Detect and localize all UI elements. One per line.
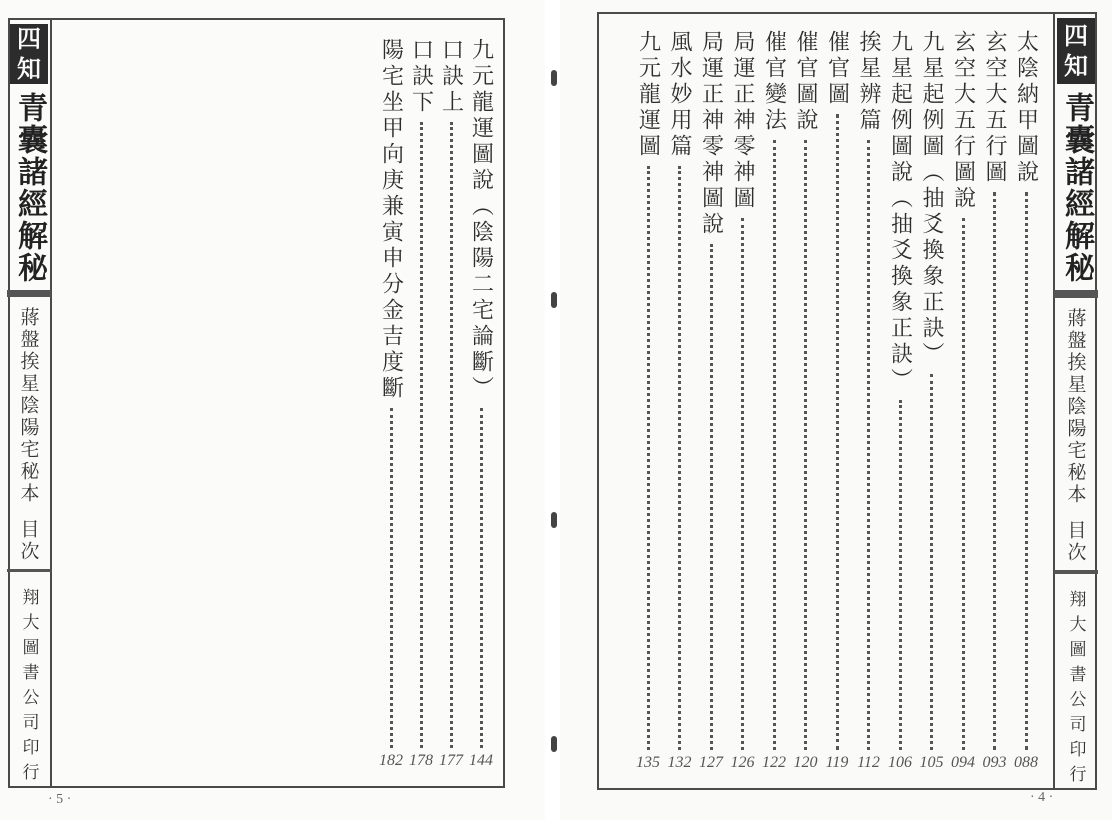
toc-entry bbox=[982, 30, 1008, 772]
logo-char-bottom: 知 bbox=[1064, 51, 1088, 81]
spine-band bbox=[7, 569, 51, 572]
dot-leader bbox=[480, 408, 483, 748]
page-number-5: · 5 · bbox=[48, 792, 72, 807]
toc-entry-page: 182 bbox=[379, 752, 403, 769]
toc-entry-title: 催官變法 bbox=[761, 30, 787, 134]
toc-entry-title: 九星起例圖（抽爻換象正訣） bbox=[919, 30, 944, 368]
spine-band bbox=[1054, 290, 1098, 298]
dot-leader bbox=[993, 192, 996, 750]
toc-entry-title: 陽宅坐甲向庚兼寅申分金吉度斷 bbox=[378, 38, 404, 402]
book-title: 青囊諸經解秘 bbox=[1059, 92, 1094, 285]
dot-leader bbox=[420, 122, 423, 748]
spine-band bbox=[7, 290, 51, 297]
logo-char-top: 四 bbox=[17, 24, 41, 53]
toc-entry bbox=[824, 30, 850, 772]
section-label: 目次 bbox=[17, 518, 40, 563]
toc-entry bbox=[698, 30, 724, 772]
toc-entry-page: 135 bbox=[636, 754, 660, 771]
toc-entry-title: 挨星辨篇 bbox=[856, 30, 881, 134]
toc-entry-page: 144 bbox=[469, 752, 493, 769]
toc-entry-title: 玄空大五行圖說 bbox=[950, 30, 976, 212]
toc-entry-title: 局運正神零神圖說 bbox=[698, 30, 724, 238]
publisher-name: 翔大圖書公司印行 bbox=[1065, 590, 1086, 790]
binding-hole bbox=[551, 292, 557, 308]
toc-entry bbox=[408, 38, 434, 770]
toc-entry bbox=[1013, 30, 1039, 772]
toc-entry-page: 088 bbox=[1014, 754, 1038, 771]
book-title: 青囊諸經解秘 bbox=[12, 92, 47, 284]
toc-entry-page: 178 bbox=[409, 752, 433, 769]
publisher-logo bbox=[1057, 18, 1095, 84]
toc-entry bbox=[438, 38, 464, 770]
dot-leader bbox=[836, 114, 839, 750]
toc-entry-page: 112 bbox=[857, 754, 880, 771]
book-subtitle: 蔣盤挨星陰陽宅秘本 bbox=[17, 306, 40, 505]
binding-hole bbox=[551, 512, 557, 528]
toc-entry bbox=[950, 30, 976, 772]
right-spine-strip bbox=[1053, 12, 1097, 790]
toc-entry-title: 局運正神零神圖 bbox=[730, 30, 755, 212]
toc-entry-page: 093 bbox=[982, 754, 1007, 771]
toc-entry-page: 177 bbox=[439, 752, 463, 769]
toc-entry bbox=[856, 30, 882, 772]
toc-entry bbox=[761, 30, 787, 772]
dot-leader bbox=[450, 122, 453, 748]
toc-entry-page: 106 bbox=[888, 754, 912, 771]
toc-entry bbox=[378, 38, 404, 770]
toc-entry bbox=[730, 30, 756, 772]
toc-entry bbox=[919, 30, 945, 772]
toc-entry-page: 105 bbox=[919, 754, 944, 771]
dot-leader bbox=[899, 400, 902, 750]
toc-entry bbox=[667, 30, 693, 772]
toc-entry bbox=[887, 30, 913, 772]
left-page bbox=[0, 0, 545, 820]
toc-entry-title: 口訣上 bbox=[438, 38, 464, 116]
dot-leader bbox=[1025, 192, 1028, 750]
toc-entry-title: 九元龍運圖說（陰陽二宅論斷） bbox=[468, 38, 494, 402]
section-label: 目次 bbox=[1064, 520, 1087, 565]
toc-entry-title: 九星起例圖說（抽爻換象正訣） bbox=[887, 30, 913, 394]
dot-leader bbox=[390, 408, 393, 748]
dot-leader bbox=[773, 140, 776, 750]
toc-entry-title: 風水妙用篇 bbox=[667, 30, 692, 160]
toc-entry-page: 120 bbox=[793, 754, 818, 771]
page-number-4: · 4 · bbox=[1030, 790, 1054, 805]
toc-entry-title: 太陰納甲圖說 bbox=[1013, 30, 1039, 186]
dot-leader bbox=[962, 218, 965, 750]
dot-leader bbox=[741, 218, 744, 750]
binding-hole bbox=[551, 70, 557, 86]
toc-entry-title: 玄空大五行圖 bbox=[982, 30, 1007, 186]
left-spine-strip bbox=[8, 18, 52, 788]
toc-entry-page: 132 bbox=[667, 754, 692, 771]
publisher-name: 翔大圖書公司印行 bbox=[18, 588, 39, 788]
dot-leader bbox=[647, 166, 650, 750]
toc-entry bbox=[468, 38, 494, 770]
spine-band bbox=[1054, 570, 1098, 574]
dot-leader bbox=[678, 166, 681, 750]
toc-entry-title: 九元龍運圖 bbox=[635, 30, 661, 160]
dot-leader bbox=[930, 374, 933, 750]
toc-entry-title: 催官圖 bbox=[824, 30, 850, 108]
dot-leader bbox=[867, 140, 870, 750]
toc-entry-page: 126 bbox=[730, 754, 755, 771]
toc-entry-page: 119 bbox=[825, 754, 849, 771]
dot-leader bbox=[804, 140, 807, 750]
logo-char-bottom: 知 bbox=[17, 54, 41, 83]
book-subtitle: 蔣盤挨星陰陽宅秘本 bbox=[1064, 308, 1087, 507]
toc-entry-title: 催官圖說 bbox=[793, 30, 818, 134]
toc-entry-page: 127 bbox=[699, 754, 723, 771]
publisher-logo bbox=[10, 24, 48, 84]
dot-leader bbox=[710, 244, 713, 750]
toc-entry bbox=[793, 30, 819, 772]
toc-entry bbox=[635, 30, 661, 772]
toc-entry-page: 122 bbox=[762, 754, 786, 771]
toc-entry-title: 口訣下 bbox=[408, 38, 434, 116]
toc-entry-page: 094 bbox=[951, 754, 975, 771]
right-page bbox=[560, 0, 1112, 820]
binding-hole bbox=[551, 736, 557, 752]
logo-char-top: 四 bbox=[1064, 21, 1088, 51]
